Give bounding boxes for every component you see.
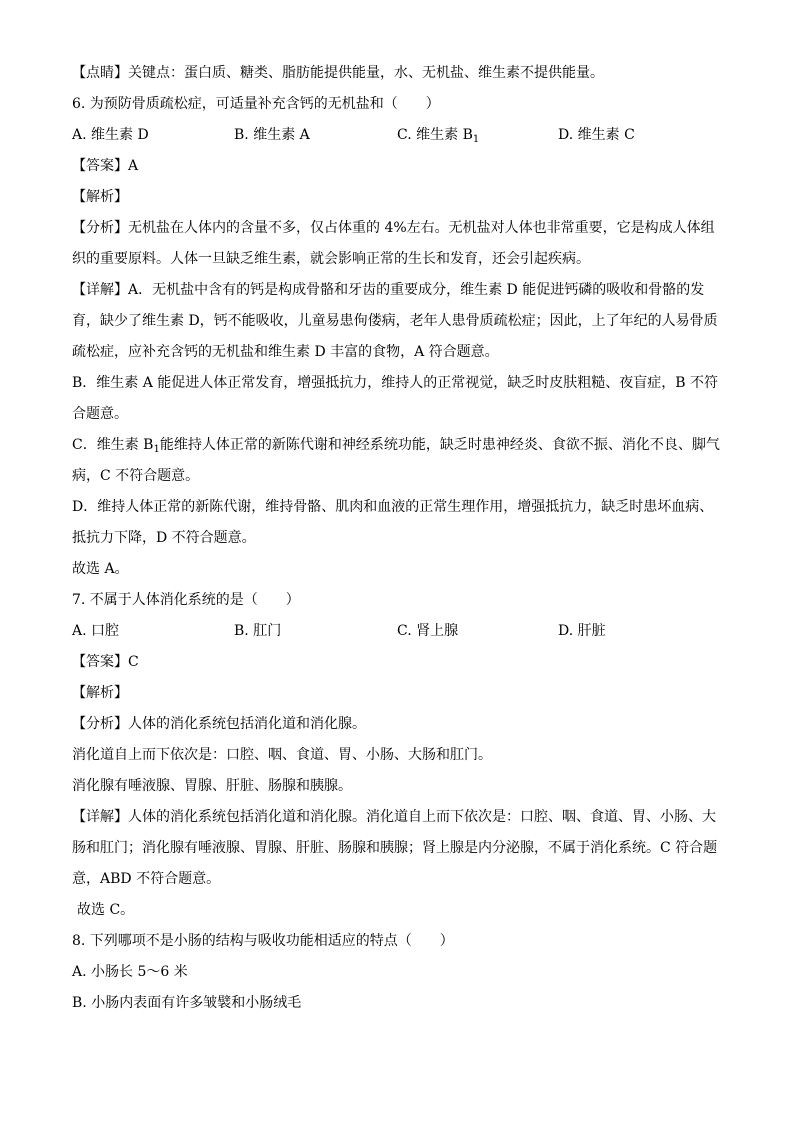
document-page <box>72 63 722 1024</box>
key-point-note <box>72 63 722 83</box>
q7-option-c: C. 肾上腺 <box>397 623 459 639</box>
q6-detail-d: D．维持人体正常的新陈代谢，维持骨骼、肌肉和血液的正常生理作用，增强抵抗力，缺乏时患坏血病、 抵抗力下降，D 不符合题意。 <box>72 499 714 546</box>
q7-detail: 【详解】人体的消化系统包括消化道和消化腺。消化道自上而下依次是：口腔、咽、食道、胃、小肠、大 肠和肛门；消化腺有唾液腺、胃腺、肝脏、肠腺和胰腺；肾上腺是内分泌腺，不属于消化系统。C 符合题 意，ABD 不符合题意。 <box>72 809 718 887</box>
q6-answer: 【答案】A <box>72 158 139 174</box>
question-6-options <box>72 125 722 145</box>
q7-answer: 【答案】C <box>72 654 139 670</box>
q8-option-a: A. 小肠长 5～6 米 <box>72 964 188 980</box>
q8-option-b: B. 小肠内表面有许多皱襞和小肠绒毛 <box>72 995 302 1011</box>
q6-option-c: C. 维生素 $B_1$ <box>397 127 480 145</box>
q6-analysis-heading: 【解析】 <box>72 189 128 205</box>
question-8-stem: 8. 下列哪项不是小肠的结构与吸收功能相适应的特点（ ） <box>72 933 454 949</box>
question-7-stem: 7. 不属于人体消化系统的是（ ） <box>72 592 300 608</box>
q7-option-a: A. 口腔 <box>72 623 120 639</box>
q6-conclusion: 故选 A。 <box>72 561 129 577</box>
q7-option-b: B. 肛门 <box>234 623 282 639</box>
key-point-text: 【点睛】关键点：蛋白质、糖类、脂肪能提供能量，水、无机盐、维生素不提供能量。 <box>72 65 604 81</box>
question-6-stem: 6. 为预防骨质疏松症，可适量补充含钙的无机盐和（ ） <box>72 96 440 112</box>
question-7-options <box>72 621 722 641</box>
q7-analysis-heading: 【解析】 <box>72 685 128 701</box>
q6-analysis: 【分析】无机盐在人体内的含量不多，仅占体重的 4%左右。无机盐对人体也非常重要，它是构成人体组 织的重要原料。人体一旦缺乏维生素，就会影响正常的生长和发育，还会引起疾病。 <box>72 220 715 267</box>
q6-detail-a: 【详解】A．无机盐中含有的钙是构成骨骼和牙齿的重要成分，维生素 D 能促进钙磷的吸收和骨骼的发 育，缺少了维生素 D，钙不能吸收，儿童易患佝偻病，老年人患骨质疏松症；因此，上了年纪的人易骨质 疏松症，应补充含钙的无机盐和维生素 D 丰富的食物，A 符合题意。 <box>72 282 718 360</box>
q6-option-b: B. 维生素 A <box>234 127 310 143</box>
q6-detail-b: B．维生素 A 能促进人体正常发育，增强抵抗力，维持人的正常视觉，缺乏时皮肤粗糙、夜盲症，B 不符 合题意。 <box>72 375 719 422</box>
q7-option-d: D. 肝脏 <box>558 623 606 639</box>
q7-analysis: 【分析】人体的消化系统包括消化道和消化腺。 <box>72 716 366 732</box>
q6-option-a: A. 维生素 D <box>72 127 149 143</box>
q7-digestive-glands: 消化腺有唾液腺、胃腺、肝脏、肠腺和胰腺。 <box>72 778 352 794</box>
q6-detail-c: C．维生素 $B_1$能维持人体正常的新陈代谢和神经系统功能，缺乏时患神经炎、食欲不振、消化不良、脚气 病，C 不符合题意。 <box>72 437 720 484</box>
q7-digestive-tract: 消化道自上而下依次是：口腔、咽、食道、胃、小肠、大肠和肛门。 <box>72 747 492 763</box>
q7-conclusion: 故选 C。 <box>77 902 135 918</box>
q6-option-d: D. 维生素 C <box>558 127 635 143</box>
